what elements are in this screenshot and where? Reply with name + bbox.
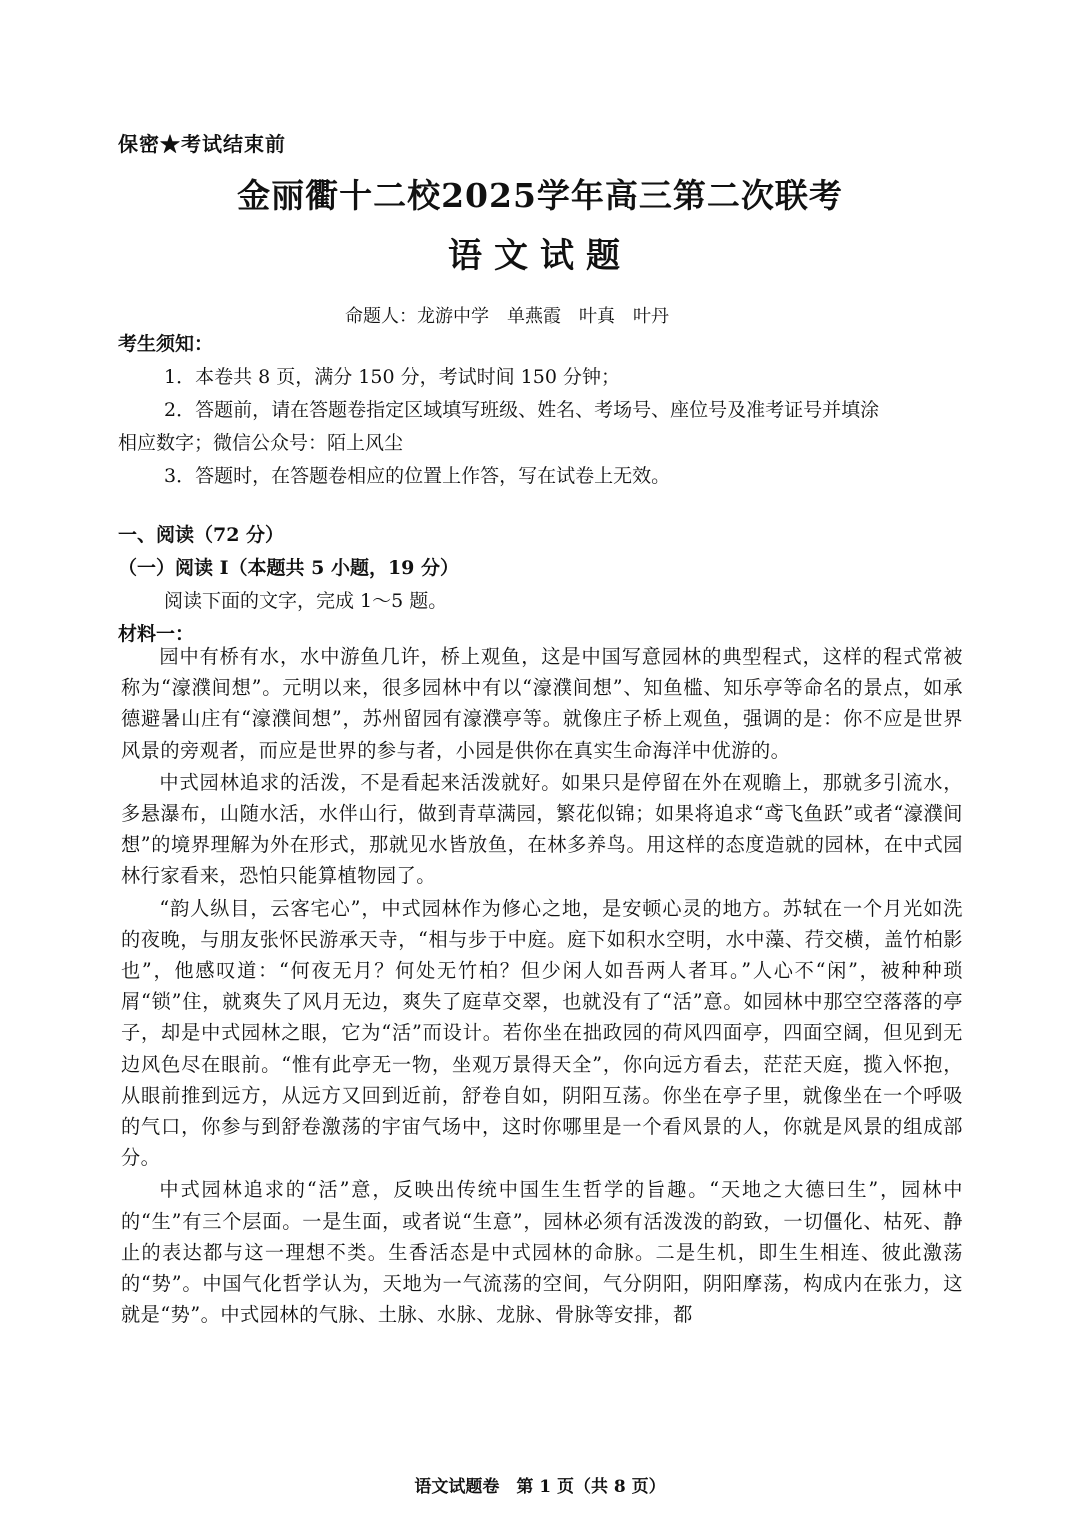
passage-paragraph-4: 中式园林追求的“活”意，反映出传统中国生生哲学的旨趣。“天地之大德曰生”，园林中的“生”有三个层面。一是生面，或者说“生意”，园林必须有活泼泼的韵致，一切僵化、枯死、静止的表达都与这一理想不类。生香活态是中式园林的命脉。二是生机，即生生相连、彼此激荡的“势”。中国气化哲学认为，天地为一气流荡的空间，气分阴阳，阴阳摩荡，构成内在张力，这就是“势”。中式园林的气脉、土脉、水脉、龙脉、骨脉等安排，都 bbox=[121, 1178, 963, 1327]
authors-line: 命题人：龙游中学 单燕霞 叶真 叶丹 bbox=[345, 306, 669, 327]
notice-item-2-line-1: 2．答题前，请在答题卷指定区域填写班级、姓名、考场号、座位号及准考证号并填涂 bbox=[164, 399, 880, 421]
reading-1-heading: （一）阅读 I（本题共 5 小题，19 分） bbox=[118, 557, 460, 579]
notice-item-2-line-2: 相应数字；微信公众号：陌上风尘 bbox=[118, 432, 404, 454]
page-footer: 语文试题卷 第 1 页（共 8 页） bbox=[414, 1477, 666, 1497]
notice-heading: 考生须知： bbox=[118, 333, 214, 355]
material-1-label: 材料一： bbox=[118, 623, 195, 645]
passage-paragraph-3: “韵人纵目，云客宅心”，中式园林作为修心之地，是安顿心灵的地方。苏轼在一个月光如洗的夜晚，与朋友张怀民游承天寺，“相与步于中庭。庭下如积水空明，水中藻、荇交横，盖竹柏影也”，他感叹道：“何夜无月？何处无竹柏？但少闲人如吾两人者耳。”人心不“闲”，被种种琐屑“锁”住，就爽失了风月无边，爽失了庭草交翠，也就没有了“活”意。如园林中那空空落落的亭子，却是中式园林之眼，它为“活”而设计。若你坐在拙政园的荷风四面亭，四面空阔，但见到无边风色尽在眼前。“惟有此亭无一物，坐观万景得天全”，你向远方看去，茫茫天庭，揽入怀抱，从眼前推到远方，从远方又回到近前，舒卷自如，阴阳互荡。你坐在亭子里，就像坐在一个呼吸的气口，你参与到舒卷激荡的宇宙气场中，这时你哪里是一个看风景的人，你就是风景的组成部分。 bbox=[121, 896, 963, 1170]
reading-section-heading: 一、阅读（72 分） bbox=[118, 524, 285, 546]
instructions-block bbox=[118, 328, 963, 651]
notice-item-1: 1．本卷共 8 页，满分 150 分，考试时间 150 分钟； bbox=[164, 366, 620, 388]
exam-main-title: 金丽衢十二校2025学年高三第二次联考 bbox=[237, 176, 843, 215]
passage-paragraph-2: 中式园林追求的活泼，不是看起来活泼就好。如果只是停留在外在观瞻上，那就多引流水，多悬瀑布，山随水活，水伴山行，做到青草满园，繁花似锦；如果将追求“鸢飞鱼跃”或者“濠濮间想”的境界理解为外在形式，那就见水皆放鱼，在林多养鸟。用这样的态度造就的园林，在中式园林行家看来，恐怕只能算植物园了。 bbox=[121, 770, 963, 888]
passage-paragraph-1: 园中有桥有水，水中游鱼几许，桥上观鱼，这是中国写意园林的典型程式，这样的程式常被称为“濠濮间想”。元明以来，很多园林中有以“濠濮间想”、知鱼槛、知乐亭等命名的景点，如承德避暑山庄有“濠濮间想”，苏州留园有濠濮亭等。就像庄子桥上观鱼，强调的是：你不应是世界风景的旁观者，而应是世界的参与者，小园是供你在真实生命海洋中优游的。 bbox=[121, 645, 963, 762]
notice-item-3: 3．答题时，在答题卷相应的位置上作答，写在试卷上无效。 bbox=[164, 465, 671, 487]
subject-title: 语文试题 bbox=[448, 236, 632, 276]
section-spacer bbox=[118, 493, 963, 519]
confidential-notice: 保密★考试结束前 bbox=[118, 132, 286, 156]
reading-instruction: 阅读下面的文字，完成 1～5 题。 bbox=[164, 590, 448, 612]
material-1-passage bbox=[121, 641, 963, 1331]
